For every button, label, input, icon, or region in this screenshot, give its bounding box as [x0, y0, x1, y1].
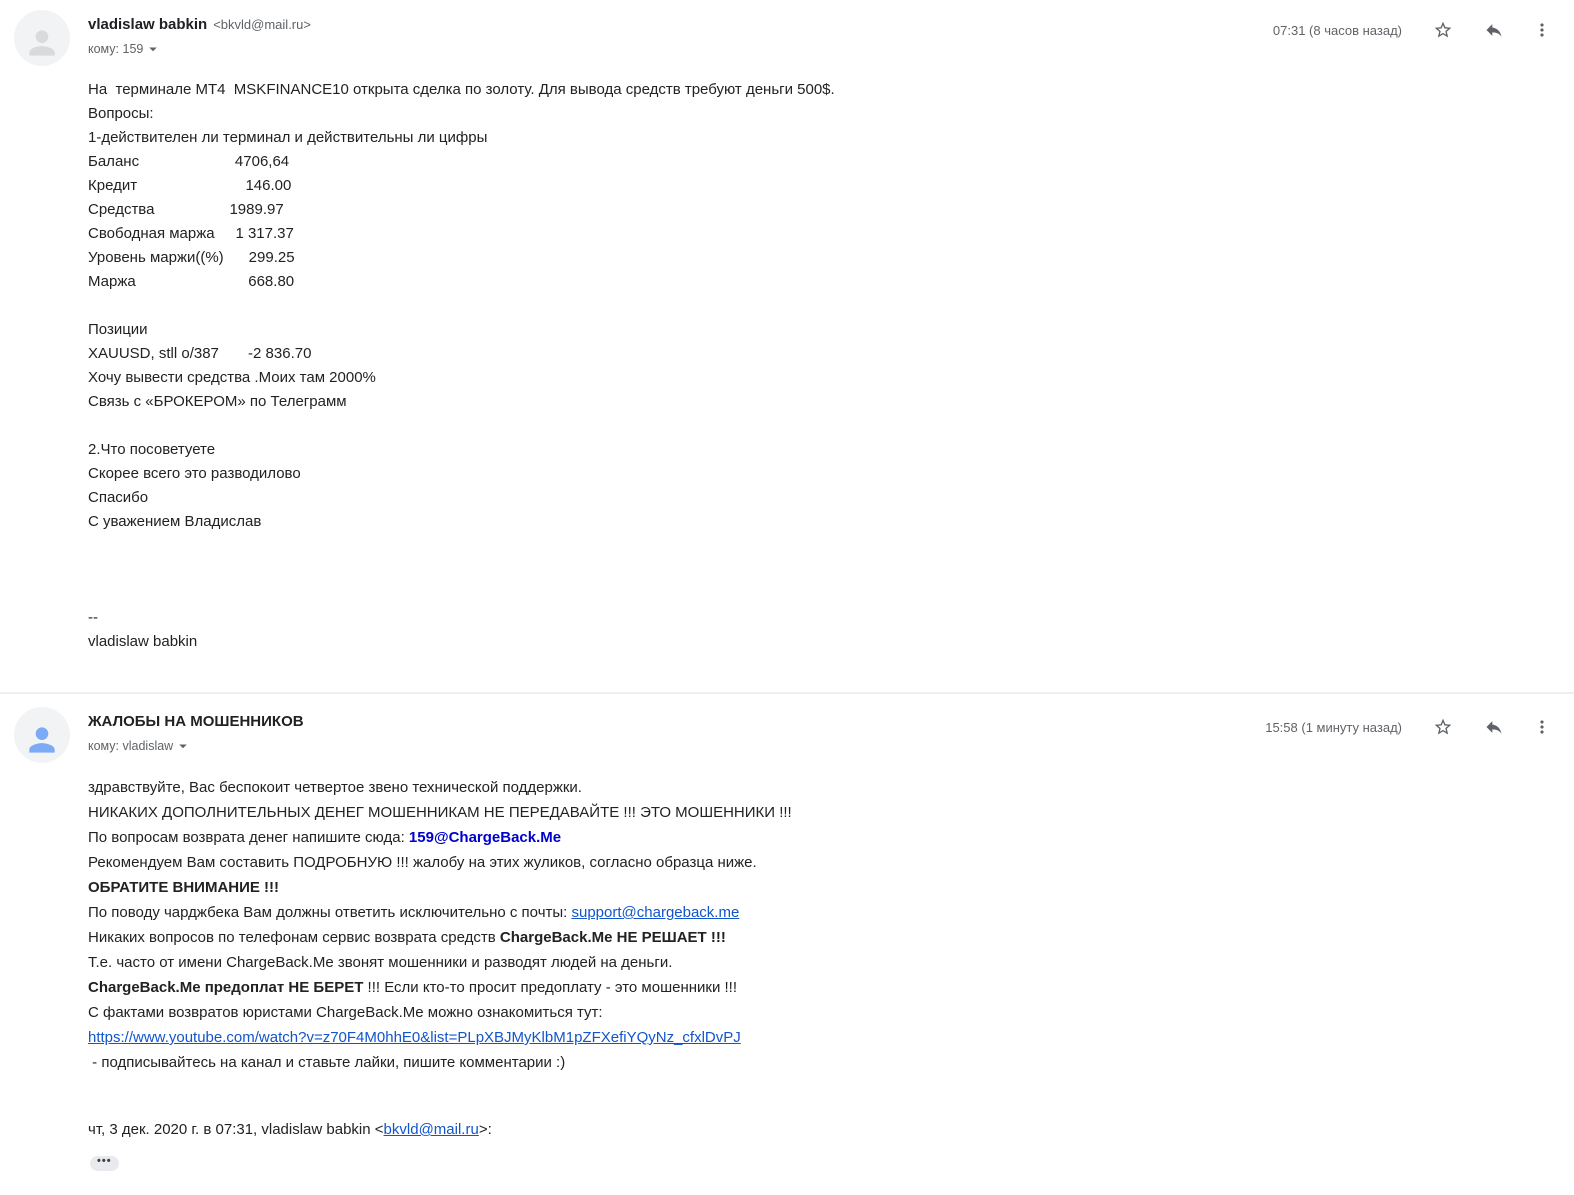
recipient-label: кому: 159	[88, 42, 144, 56]
body-text: С фактами возвратов юристами ChargeBack.Me можно ознакомиться тут:	[88, 1004, 603, 1021]
body-line: На терминале МТ4 MSKFINANCE10 открыта сделка по золоту. Для вывода средств требуют деньги 500$.	[88, 81, 835, 98]
sender-name: vladislaw babkin	[88, 16, 208, 33]
body-line	[88, 975, 1550, 1000]
body-line: Хочу вывести средства .Моих там 2000%	[88, 369, 376, 386]
timestamp: 15:58 (1 минуту назад)	[1265, 719, 1402, 735]
attention-line	[88, 875, 1550, 900]
avatar[interactable]	[14, 10, 70, 66]
youtube-link[interactable]: https://www.youtube.com/watch?v=z70F4M0hhE0&list=PLpXBJMyKlbM1pZFXefiYQyNz_cfxlDvPJ	[88, 1029, 741, 1046]
trimmed-content-icon: •••	[97, 1155, 112, 1167]
star-icon[interactable]	[1433, 717, 1453, 737]
margin-line: Маржа 668.80	[88, 273, 295, 290]
show-trimmed-content-button[interactable]	[90, 1156, 119, 1171]
chevron-down-icon	[143, 40, 162, 58]
contact-line	[88, 825, 1550, 850]
credit-line: Кредит 146.00	[88, 177, 292, 194]
body-line	[88, 775, 1550, 800]
email-1-header	[14, 10, 1550, 66]
body-text: Рекомендуем Вам составить ПОДРОБНУЮ !!! жалобу на этих жуликов, согласно образца ниже.	[88, 854, 757, 871]
body-line	[88, 1000, 1550, 1025]
timestamp: 07:31 (8 часов назад)	[1272, 22, 1402, 38]
quoted-sender-email-link[interactable]: bkvld@mail.ru	[383, 1121, 479, 1138]
body-line: Спасибо	[88, 489, 149, 506]
person-icon	[23, 24, 61, 62]
email-1-body	[14, 66, 1550, 654]
signature-separator: --	[88, 609, 98, 626]
body-text: - подписывайтесь на канал и ставьте лайки, пишите комментарии :)	[88, 1054, 566, 1071]
reply-icon[interactable]	[1484, 717, 1504, 737]
body-line: Связь с «БРОКЕРОМ» по Телеграмм	[88, 393, 347, 410]
email-message-2	[0, 694, 1574, 1174]
blank-line	[88, 414, 1550, 438]
body-line: Вопросы:	[88, 105, 154, 122]
body-line	[88, 850, 1550, 875]
sender-block	[88, 707, 1265, 755]
free-margin-line: Свободная маржа 1 317.37	[88, 225, 294, 242]
body-line: 2.Что посоветуете	[88, 441, 216, 458]
star-icon[interactable]	[1433, 20, 1453, 40]
reply-icon[interactable]	[1484, 20, 1504, 40]
blank-line	[88, 294, 1550, 318]
recipient-details-toggle[interactable]	[88, 737, 192, 755]
body-text: По поводу чарджбека Вам должны ответить исключительно с почты:	[88, 904, 572, 921]
quote-attribution	[88, 1117, 1550, 1142]
more-options-icon[interactable]	[1532, 20, 1550, 40]
blank-line	[88, 534, 1550, 558]
body-text: Никаких вопросов по телефонам сервис возврата средств	[88, 929, 500, 946]
avatar[interactable]	[14, 707, 70, 763]
quote-text: чт, 3 дек. 2020 г. в 07:31, vladislaw babkin <	[88, 1121, 384, 1138]
body-text-bold: ChargeBack.Me предоплат НЕ БЕРЕТ	[88, 979, 364, 996]
balance-line: Баланс 4706,64	[88, 153, 290, 170]
recipient-label: кому: vladislaw	[88, 739, 174, 753]
body-line: 1-действителен ли терминал и действительны ли цифры	[88, 129, 488, 146]
recipient-details-toggle[interactable]	[88, 40, 162, 58]
person-icon	[23, 721, 61, 759]
body-text: НИКАКИХ ДОПОЛНИТЕЛЬНЫХ ДЕНЕГ МОШЕННИКАМ НЕ ПЕРЕДАВАЙТЕ !!! ЭТО МОШЕННИКИ !!!	[88, 804, 792, 821]
sender-name: ЖАЛОБЫ НА МОШЕННИКОВ	[88, 713, 304, 730]
warning-line	[88, 800, 1550, 825]
body-line: Позиции	[88, 321, 148, 338]
signature-name: vladislaw babkin	[88, 633, 198, 650]
body-text-bold: ChargeBack.Me НЕ РЕШАЕТ !!!	[499, 929, 726, 946]
sender-block	[88, 10, 1273, 58]
support-email-line	[88, 900, 1550, 925]
body-line: Скорее всего это разводилово	[88, 465, 301, 482]
email-2-body	[14, 763, 1550, 1174]
margin-level-line: Уровень маржи((%) 299.25	[88, 249, 295, 266]
body-text: !!! Если кто-то просит предоплату - это мошенники !!!	[363, 979, 738, 996]
chargeback-address-link[interactable]: 159@ChargeBack.Me	[408, 829, 562, 846]
body-line	[88, 925, 1550, 950]
body-text: Т.е. часто от имени ChargeBack.Me звонят мошенники и разводят людей на деньги.	[88, 954, 673, 971]
support-email-link[interactable]: support@chargeback.me	[571, 904, 740, 921]
equity-line: Средства 1989.97	[88, 201, 284, 218]
position-line: XAUUSD, stll o/387 -2 836.70	[88, 345, 312, 362]
body-line	[88, 1050, 1550, 1075]
email-2-header	[14, 707, 1550, 763]
email-2-header-actions	[1265, 707, 1550, 737]
sender-email: <bkvld@mail.ru>	[213, 17, 311, 32]
chevron-down-icon	[173, 737, 192, 755]
body-text: По вопросам возврата денег напишите сюда:	[88, 829, 409, 846]
body-text: ОБРАТИТЕ ВНИМАНИЕ !!!	[88, 879, 280, 896]
quote-text: >:	[478, 1121, 492, 1138]
body-line	[88, 950, 1550, 975]
body-line: С уважением Владислав	[88, 513, 262, 530]
body-text: здравствуйте, Вас беспокоит четвертое звено технической поддержки.	[88, 779, 582, 796]
blank-line	[88, 582, 1550, 606]
email-1-header-actions	[1273, 10, 1550, 40]
more-options-icon[interactable]	[1532, 717, 1550, 737]
youtube-link-line	[88, 1025, 1550, 1050]
blank-line	[88, 558, 1550, 582]
